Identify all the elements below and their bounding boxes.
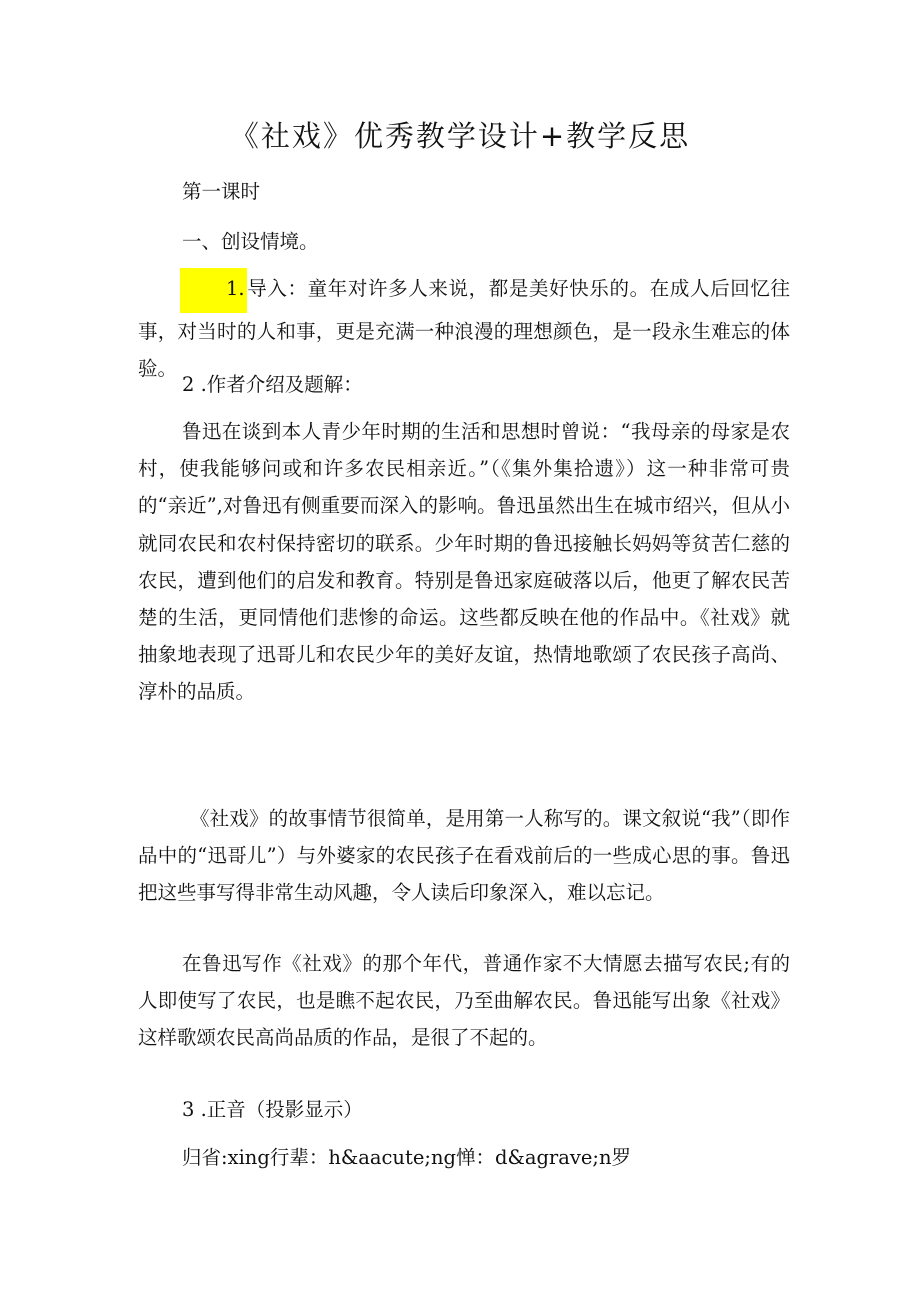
section-heading-1: 一、创设情境。 <box>182 230 319 253</box>
item-3-heading: 3 .正音（投影显示） <box>182 1098 363 1121</box>
item-1-text: 导入：童年对许多人来说，都是美好快乐的。在成人后回忆往事，对当时的人和事，更是充满一种浪漫的理想颜色，是一段永生难忘的体验。 <box>138 277 790 381</box>
pronunciation-line: 归省:xing行辈：h&aacute;ng惮：d&agrave;n罗 <box>182 1146 632 1169</box>
story-paragraph: 《社戏》的故事情节很简单，是用第一人称写的。课文叙说“我”（即作品中的“迅哥儿”）与外婆家的农民孩子在看戏前后的一些成心思的事。鲁迅把这些事写得非常生动风趣，令人读后印象深入，难以忘记。 <box>138 807 790 905</box>
item-2-heading: 2 .作者介绍及题解： <box>182 373 363 396</box>
document-title: 《社戏》优秀教学设计+教学反思 <box>229 119 691 153</box>
era-paragraph: 在鲁迅写作《社戏》的那个年代，普通作家不大情愿去描写农民;有的人即使写了农民，也是瞧不起农民，乃至曲解农民。鲁迅能写出象《社戏》这样歌颂农民高尚品质的作品，是很了不起的。 <box>138 952 790 1050</box>
author-intro-paragraph: 鲁迅在谈到本人青少年时期的生活和思想时曾说：“我母亲的母家是农村，使我能够问或和许多农民相亲近。”（《集外集拾遗》）这一种非常可贵的“亲近”,对鲁迅有侧重要而深入的影响。鲁迅虽然出生在城市绍兴，但从小就同农民和农村保持密切的联系。少年时期的鲁迅接触长妈妈等贫苦仁慈的农民，遭到他们的启发和教育。特别是鲁迅家庭破落以后，他更了解农民苦楚的生活，更同情他们悲惨的命运。这些都反映在他的作品中。《社戏》就抽象地表现了迅哥儿和农民少年的美好友谊，热情地歌颂了农民孩子高尚、淳朴的品质。 <box>138 420 790 704</box>
item-1-number: 1. <box>180 268 247 313</box>
lesson-label: 第一课时 <box>182 180 261 203</box>
item-1-paragraph <box>138 268 790 388</box>
